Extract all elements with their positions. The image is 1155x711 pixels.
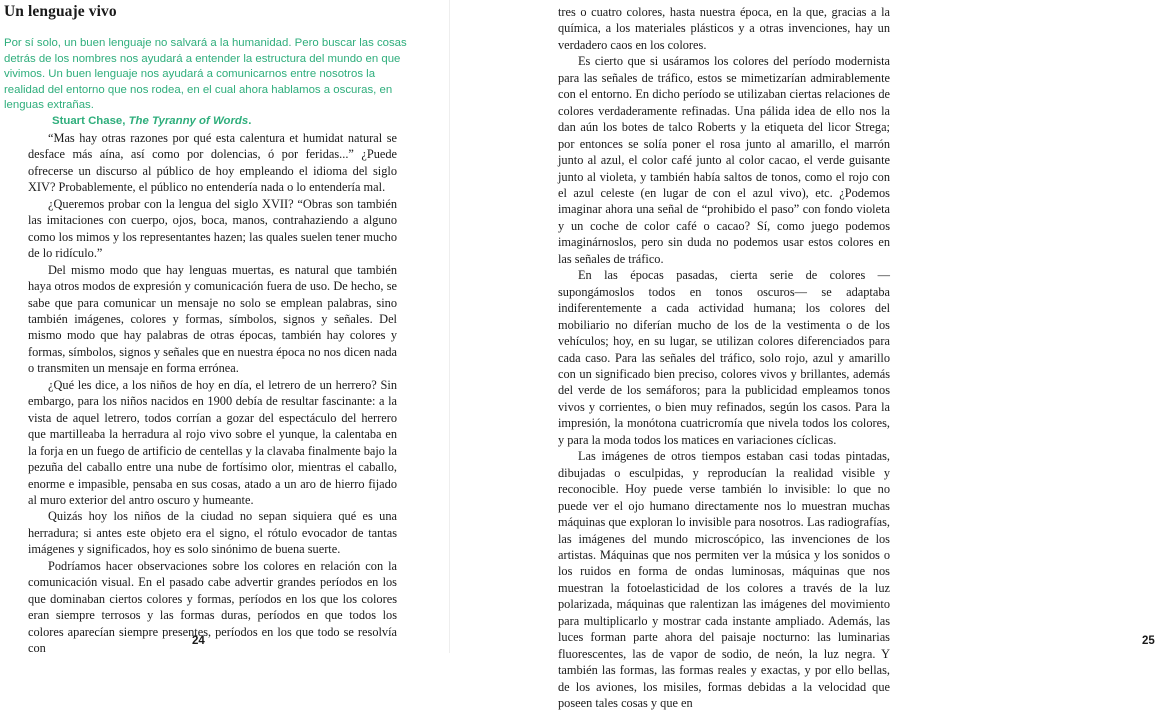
paragraph: ¿Qué les dice, a los niños de hoy en día, el letrero de un herrero? Sin embargo, para los niños nacidos en 1900 debía de resultar fascinante: a la vista de aquel letrero, todos corrían a gozar del espectáculo del herrero que martilleaba la herradura al rojo vivo sobre el yunque, la calentaba en la forja en un fuego de artificio de centellas y la clavaba finalmente bajo la pezuña del caballo entre una nube de fortísimo olor, mientras el caballo, enorme e impasible, pensaba en sus cosas, atado a un aro de hierro fijado al muro exterior del antro oscuro y humeante. [28,377,397,507]
right-body-text [558,4,890,711]
epigraph-attribution [52,114,416,130]
left-page [0,0,450,656]
epigraph [4,36,416,130]
right-page [450,0,1155,711]
paragraph: Del mismo modo que hay lenguas muertas, es natural que también haya otros modos de expresión y comunicación fuera de uso. De hecho, se sabe que para comunicar un mensaje no solo se emplean palabras, sino también imágenes, colores y formas, símbolos, signos y señales. Del mismo modo que hay palabras de otras épocas, también hay colores y formas, símbolos, signos y señales que en nuestra época no nos dicen nada o transmiten un mensaje en forma errónea. [28,262,397,376]
paragraph: Es cierto que si usáramos los colores del período modernista para las señales de tráfico, estos se mimetizarían admirablemente con el entorno. En dicho período se utilizaban ciertas relaciones de colores verdaderamente refinadas. Una pálida idea de ello nos la dan aún los botes de talco Roberts y la etiqueta del licor Strega; por entonces se solía poner el rosa junto al amarillo, el marrón junto al azul, el color café junto al color cacao, el verde guisante junto al violeta, y también había saltos de tonos, como el rojo con el azul celeste (en lugar de con el azul vivo), etc. ¿Podemos imaginar ahora una señal de “prohibido el paso” con fondo violeta y un coche de color café o cacao? Sí, como juego podemos imaginárnoslos, pero sin duda no podemos usar estos colores en las señales de tráfico. [558,54,890,266]
page-number: 24 [192,635,205,647]
paragraph: tres o cuatro colores, hasta nuestra época, en la que, gracias a la química, a los materiales plásticos y a otras invenciones, hay un verdadero caos en los colores. [558,5,890,52]
paragraph: ¿Queremos probar con la lengua del siglo XVII? “Obras son también las imitaciones con cuerpo, ojos, boca, manos, contrahaziendo a alguno como los mimos y los representantes hazen; las quales suelen tener mucho de lo ridículo.” [28,196,397,261]
page-number: 25 [1142,635,1155,647]
paragraph: En las épocas pasadas, cierta serie de colores —supongámoslos todos en tonos oscuros— se adaptaba indiferentemente a cada actividad humana; los colores del mobiliario no diferían mucho de los de la vestimenta o de los vehículos; hoy, en su lugar, se utilizan colores diferenciados para cada caso. Para las señales del tráfico, solo rojo, azul y amarillo con un significado bien preciso, colores vivos y brillantes, además del verde de los semáforos; para la publicidad empleamos tonos vivos y corrientes, o bien muy refinados, según los casos. Para la impresión, la monótona cuatricromía que nivela todos los colores, y para la moda todos los matices en variaciones cíclicas. [558,268,890,447]
paragraph: Quizás hoy los niños de la ciudad no sepan siquiera qué es una herradura; si antes este objeto era el signo, el rótulo evocador de tantas imágenes y significados, hoy es solo sinónimo de buena suerte. [28,509,397,557]
paragraph: Podríamos hacer observaciones sobre los colores en relación con la comunicación visual. En el pasado cabe advertir grandes períodos en los que dominaban ciertos colores y formas, períodos en los que los colores eran siempre terrosos y las formas duras, períodos en que todos los colores aparecían siempre presentes, períodos en los que todo se resolvía con [28,558,397,656]
epigraph-author: Stuart Chase, [52,114,129,127]
paragraph: Las imágenes de otros tiempos estaban casi todas pintadas, dibujadas o esculpidas, y reproducían la realidad visible y reconocible. Hoy puede verse también lo invisible: lo que no puede ver el ojo humano directamente nos lo muestran muchas máquinas que exploran lo invisible para nosotros. Las radiografías, las imágenes del mundo microscópico, las invenciones de los artistas. Máquinas que nos permiten ver la música y los sonidos o los ruidos en forma de ondas luminosas, máquinas que nos muestran la fotoelasticidad de los colores a través de la luz polarizada, máquinas que ralentizan las imágenes del movimiento para multiplicarlo y mostrar cada instante ampliado. Además, las luces forman parte ahora del paisaje nocturno: las luminarias fluorescentes, las de vapor de sodio, de neón, la luz negra. Y también las formas, las formas reales y exactas, y por ello bellas, de los aviones, los misiles, formas debidas a la velocidad que poseen tales cosas y que en [558,449,890,711]
epigraph-work-title: The Tyranny of Words [128,114,249,127]
left-body-text [28,130,397,657]
epigraph-text: Por sí solo, un buen lenguaje no salvará a la humanidad. Pero buscar las cosas detrás de los nombres nos ayudará a entender la estructura del mundo en que vivimos. Un buen lenguaje nos ayudará a comunicarnos entre nosotros la realidad del entorno que nos rodea, en el cual ahora hablamos a oscuras, en lenguas extrañas. [4,37,407,112]
paragraph: “Mas hay otras razones por qué esta calentura et humidat natural se desface más aína, así como por dolencias, ó por feridas...” ¿Puede ofrecerse un discurso al público de hoy empleando el idioma del siglo XIV? Probablemente, el público no entendería nada o lo entendería mal. [28,131,397,195]
epigraph-end: . [248,114,252,127]
chapter-heading: Un lenguaje vivo [4,3,117,20]
